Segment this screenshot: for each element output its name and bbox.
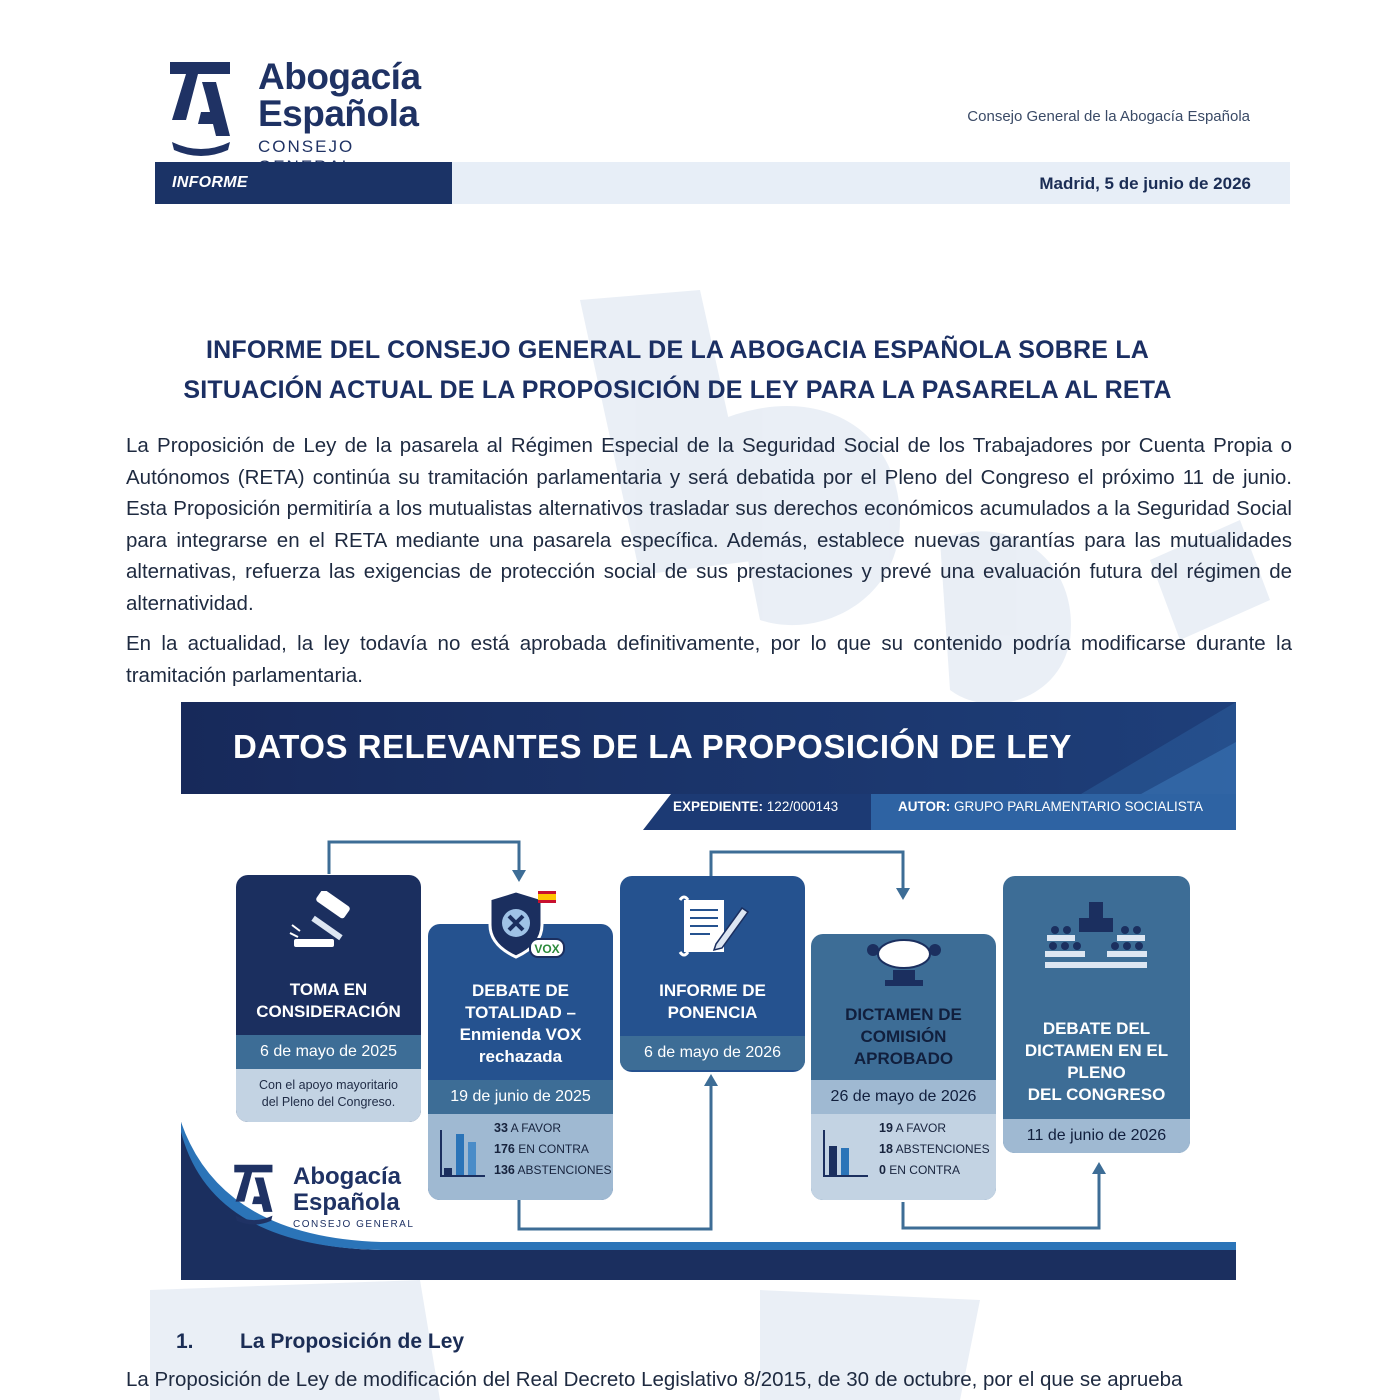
step-title-line: DICTAMEN EN EL bbox=[1024, 1041, 1169, 1060]
step-date: 6 de mayo de 2025 bbox=[236, 1035, 421, 1069]
title-line-1: INFORME DEL CONSEJO GENERAL DE LA ABOGACIA ESPAÑOLA SOBRE LA bbox=[205, 336, 1150, 364]
vote-panel bbox=[811, 1114, 996, 1200]
vox-badge: VOX bbox=[534, 942, 560, 956]
step-card-debate-del-dictamen bbox=[1003, 876, 1190, 1153]
step-title-line: CONSIDERACIÓN bbox=[256, 1002, 401, 1021]
logo-line-3: CONSEJO bbox=[258, 137, 355, 156]
step-title-line: rechazada bbox=[478, 1047, 563, 1066]
title-line-2: SITUACIÓN ACTUAL DE LA PROPOSICIÓN DE LEY PARA LA PASARELA AL RETA bbox=[183, 376, 1172, 404]
vote-panel bbox=[428, 1114, 613, 1200]
gavel-icon bbox=[288, 891, 368, 955]
infographic-logo bbox=[233, 1162, 453, 1242]
vote-bar-chart-icon bbox=[823, 1128, 869, 1178]
expediente-value: 122/000143 bbox=[766, 799, 839, 814]
vote-row: 33 A FAVOR bbox=[494, 1121, 562, 1135]
step-date: 26 de mayo de 2026 bbox=[811, 1080, 996, 1114]
document-pen-icon bbox=[676, 894, 752, 960]
step-card-toma-en-consideracion bbox=[236, 875, 421, 1122]
infographic bbox=[181, 702, 1236, 1280]
step-title-line: TOTALIDAD – bbox=[465, 1003, 576, 1022]
logo-line-1: Abogacía bbox=[258, 56, 421, 97]
section-number: 1. bbox=[176, 1330, 194, 1353]
shield-x-icon bbox=[486, 889, 568, 965]
step-title-line: INFORME DE bbox=[659, 981, 766, 1000]
step-title-line: PONENCIA bbox=[667, 1003, 758, 1022]
step-title-line: DEL CONGRESO bbox=[1027, 1085, 1166, 1104]
abogacia-logo bbox=[168, 58, 428, 162]
autor-value: GRUPO PARLAMENTARIO SOCIALISTA bbox=[954, 799, 1204, 814]
step-date: 11 de junio de 2026 bbox=[1003, 1119, 1190, 1153]
step-note-line: Con el apoyo mayoritario bbox=[259, 1078, 398, 1092]
congress-plenary-icon bbox=[1043, 900, 1149, 970]
logo-line-2: Española bbox=[293, 1189, 400, 1216]
section-heading bbox=[176, 1330, 464, 1354]
section-paragraph: La Proposición de Ley de modificación del Real Decreto Legislativo 8/2015, de 30 de octubre, por el que se aprueba bbox=[126, 1368, 1183, 1391]
step-note-line: del Pleno del Congreso. bbox=[261, 1095, 396, 1109]
step-card-dictamen-de-comision bbox=[811, 934, 996, 1200]
step-title-line: DICTAMEN DE bbox=[845, 1005, 962, 1024]
step-date: 19 de junio de 2025 bbox=[428, 1080, 613, 1114]
vote-row: 18 ABSTENCIONES bbox=[879, 1142, 990, 1156]
step-title-line: Enmienda VOX bbox=[459, 1025, 582, 1044]
expediente bbox=[673, 799, 838, 814]
step-title-line: APROBADO bbox=[853, 1049, 954, 1068]
vote-row: 0 EN CONTRA bbox=[879, 1163, 960, 1177]
step-title-line: COMISIÓN bbox=[860, 1027, 947, 1046]
autor bbox=[898, 799, 1203, 814]
section-label: INFORME bbox=[172, 174, 248, 191]
step-title bbox=[620, 980, 805, 1024]
committee-table-icon bbox=[863, 934, 945, 990]
logo-line-2: Española bbox=[258, 93, 419, 134]
status-paragraph: En la actualidad, la ley todavía no está aprobada definitivamente, por lo que su contenido podría modificarse durante la tramitación parlamentaria. bbox=[126, 632, 1292, 687]
section-label-bar bbox=[155, 162, 452, 204]
date-bar bbox=[452, 162, 1290, 204]
abogacia-emblem-icon bbox=[233, 1162, 275, 1226]
step-card-debate-de-totalidad bbox=[428, 924, 613, 1200]
section-title: La Proposición de Ley bbox=[240, 1330, 465, 1353]
step-title-line: DEBATE DE bbox=[472, 981, 569, 1000]
vote-results bbox=[494, 1118, 612, 1181]
step-card-informe-de-ponencia bbox=[620, 876, 805, 1072]
document-date: Madrid, 5 de junio de 2026 bbox=[1039, 174, 1251, 193]
step-title-line: TOMA EN bbox=[289, 980, 368, 999]
step-title bbox=[236, 979, 421, 1023]
logo-line-1: Abogacía bbox=[293, 1163, 402, 1190]
vote-row: 136 ABSTENCIONES bbox=[494, 1163, 612, 1177]
organization-name: Consejo General de la Abogacía Española bbox=[967, 108, 1250, 125]
step-note bbox=[236, 1069, 421, 1122]
intro-paragraph: La Proposición de Ley de la pasarela al Régimen Especial de la Seguridad Social de los Trabajadores por Cuenta Propia o Autónomos (RETA) continúa su tramitación parlamentaria y será debatida por el Pleno del Congreso el próximo 11 de junio. Esta Proposición permitiría a los mutualistas alternativos trasladar sus derechos económicos acumulados a la Seguridad Social para integrarse en el RETA mediante una pasarela específica. Además, establece nuevas garantías para las mutualidades alternativas, refuerza las exigencias de protección social de sus prestaciones y prevé una evaluación futura del régimen de alternatividad. bbox=[126, 434, 1292, 615]
logo-line-3: CONSEJO GENERAL bbox=[293, 1219, 415, 1230]
expediente-label: EXPEDIENTE: bbox=[673, 799, 764, 814]
step-title bbox=[428, 980, 613, 1068]
vote-row: 19 A FAVOR bbox=[879, 1121, 947, 1135]
document-title bbox=[120, 330, 1235, 410]
vote-results bbox=[879, 1118, 990, 1181]
step-date: 6 de mayo de 2026 bbox=[620, 1036, 805, 1070]
vote-row: 176 EN CONTRA bbox=[494, 1142, 589, 1156]
infographic-title: DATOS RELEVANTES DE LA PROPOSICIÓN DE LEY bbox=[233, 728, 1072, 765]
step-title bbox=[811, 1004, 996, 1070]
step-title-line: PLENO bbox=[1067, 1063, 1126, 1082]
autor-label: AUTOR: bbox=[898, 799, 951, 814]
step-title bbox=[1003, 1018, 1190, 1106]
step-title-line: DEBATE DEL bbox=[1042, 1019, 1151, 1038]
abogacia-emblem-icon bbox=[168, 58, 234, 158]
